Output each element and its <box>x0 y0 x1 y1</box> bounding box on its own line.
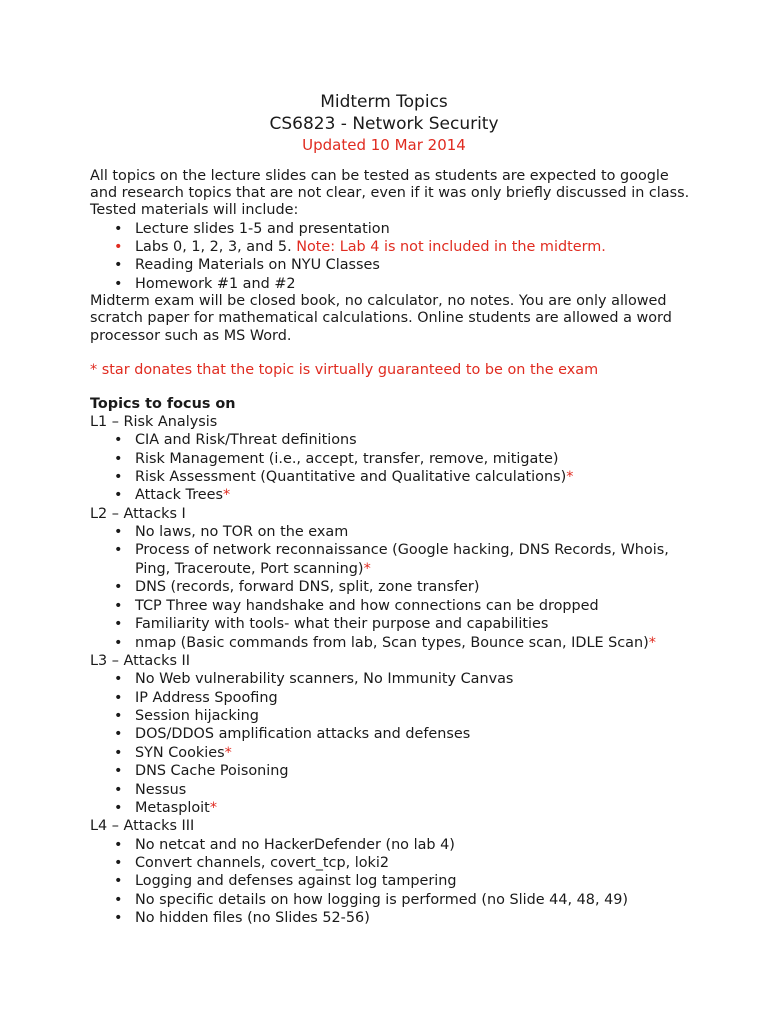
star-marker: * <box>566 469 574 486</box>
lecture-topic-list <box>90 431 690 505</box>
list-item: • DNS (records, forward DNS, split, zone transfer) <box>114 579 480 596</box>
list-item: • Session hijacking <box>114 707 259 724</box>
list-item: • DNS Cache Poisoning <box>114 763 289 780</box>
list-item: • No netcat and no HackerDefender (no lab 4) <box>114 836 455 853</box>
star-note: * star donates that the topic is virtually guaranteed to be on the exam <box>90 361 599 378</box>
lecture-heading: L1 – Risk Analysis <box>90 414 218 431</box>
star-marker: * <box>363 560 371 577</box>
list-item: • No specific details on how logging is performed (no Slide 44, 48, 49) <box>114 891 629 908</box>
lecture-heading: L4 – Attacks III <box>90 818 195 835</box>
list-item: • Nessus <box>114 781 187 798</box>
list-item: • CIA and Risk/Threat definitions <box>114 432 357 449</box>
list-item: • Homework #1 and #2 <box>114 275 296 292</box>
list-item: • DOS/DDOS amplification attacks and defenses <box>114 726 471 743</box>
list-item: • IP Address Spoofing <box>114 689 278 706</box>
intro-paragraph: All topics on the lecture slides can be tested as students are expected to google and research topics that are not clear, even if it was only briefly discussed in class. Tested materials will include: <box>90 168 690 219</box>
list-item: • Convert channels, covert_tcp, loki2 <box>114 854 390 871</box>
list-item: • TCP Three way handshake and how connections can be dropped <box>114 597 599 614</box>
list-item: • Lecture slides 1-5 and presentation <box>114 220 390 237</box>
star-marker: * <box>209 799 218 816</box>
list-item: • Reading Materials on NYU Classes <box>114 257 380 274</box>
lecture-heading: L3 – Attacks II <box>90 652 191 669</box>
list-item: • Labs 0, 1, 2, 3, and 5. Note: Lab 4 is not included in the midterm. <box>114 239 606 256</box>
list-item: • SYN Cookies* <box>114 744 232 761</box>
materials-list <box>90 220 690 294</box>
lecture-topic-list <box>90 523 690 652</box>
list-item: • Risk Management (i.e., accept, transfer, remove, mitigate) <box>114 450 559 467</box>
course-title: CS6823 - Network Security <box>269 114 499 134</box>
updated-date: Updated 10 Mar 2014 <box>302 136 466 154</box>
list-item: • Risk Assessment (Quantitative and Qualitative calculations)* <box>114 469 574 486</box>
exam-rules: Midterm exam will be closed book, no calculator, no notes. You are only allowed scratch paper for mathematical calculations. Online students are allowed a word processor such as MS Word. <box>90 293 672 344</box>
list-item: • No Web vulnerability scanners, No Immunity Canvas <box>114 671 514 688</box>
star-marker: * <box>648 634 656 651</box>
list-item: • No laws, no TOR on the exam <box>114 524 349 541</box>
document-body <box>90 168 690 928</box>
list-item: • Attack Trees* <box>114 487 231 504</box>
star-marker: * <box>223 487 231 504</box>
topics-heading: Topics to focus on <box>90 396 236 413</box>
star-marker: * <box>224 744 232 761</box>
page-title: Midterm Topics <box>320 92 448 112</box>
list-item: • nmap (Basic commands from lab, Scan types, Bounce scan, IDLE Scan)* <box>114 634 656 651</box>
list-item: • Metasploit* <box>114 799 218 816</box>
list-item: • Process of network reconnaissance (Google hacking, DNS Records, Whois, Ping, Traceroute, Port scanning)* <box>114 542 669 577</box>
lecture-topic-list <box>90 670 690 817</box>
lecture-topic-list <box>90 836 690 928</box>
lecture-heading: L2 – Attacks I <box>90 505 186 522</box>
title-block <box>0 92 768 156</box>
list-item: • No hidden files (no Slides 52-56) <box>114 910 370 927</box>
lab-note: Note: Lab 4 is not included in the midterm. <box>296 239 606 256</box>
list-item: • Familiarity with tools- what their purpose and capabilities <box>114 616 549 633</box>
lectures-section <box>90 413 690 928</box>
list-item: • Logging and defenses against log tampering <box>114 873 457 890</box>
